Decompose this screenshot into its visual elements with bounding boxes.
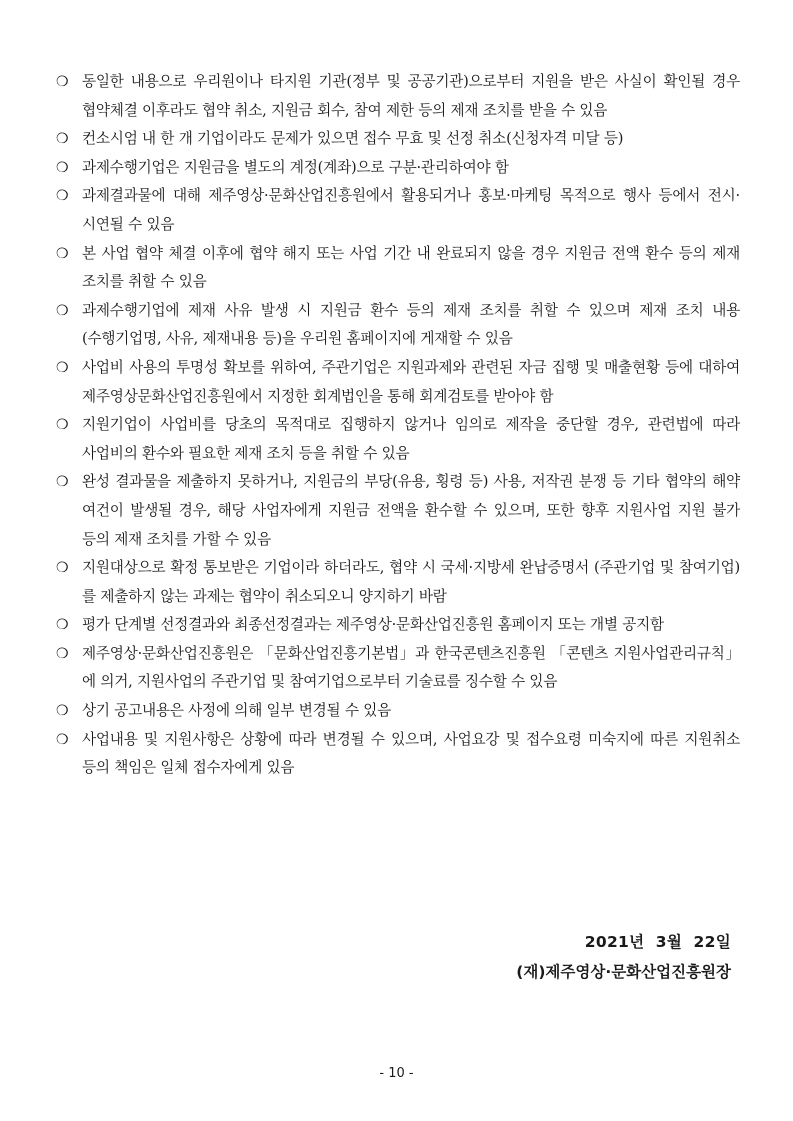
notice-item	[56, 297, 740, 354]
circle-bullet-icon: ❍	[56, 560, 69, 577]
circle-bullet-icon: ❍	[56, 417, 69, 434]
notice-text: 동일한 내용으로 우리원이나 타지원 기관(정부 및 공공기관)으로부터 지원을 받은 사실이 확인될 경우 협약체결 이후라도 협약 취소, 지원금 회수, 참여 제한 등의 제재 조치를 받을 수 있음	[82, 73, 740, 119]
notice-text: 지원대상으로 확정 통보받은 기업이라 하더라도, 협약 시 국세·지방세 완납증명서 (주관기업 및 참여기업)를 제출하지 않는 과제는 협약이 취소되오니 양지하기 바람	[82, 559, 740, 605]
notice-text: 사업내용 및 지원사항은 상황에 따라 변경될 수 있으며, 사업요강 및 접수요령 미숙지에 따른 지원취소 등의 책임은 일체 접수자에게 있음	[82, 730, 740, 777]
notice-text: 평가 단계별 선정결과와 최종선정결과는 제주영상·문화산업진흥원 홈페이지 또는 개별 공지함	[82, 616, 664, 634]
circle-bullet-icon: ❍	[56, 359, 69, 376]
notice-text: 과제결과물에 대해 제주영상·문화산업진흥원에서 활용되거나 홍보·마케팅 목적으로 행사 등에서 전시·시연될 수 있음	[82, 187, 740, 233]
circle-bullet-icon: ❍	[56, 188, 69, 205]
circle-bullet-icon: ❍	[56, 703, 69, 720]
circle-bullet-icon: ❍	[56, 131, 69, 148]
notice-text: 사업비 사용의 투명성 확보를 위하여, 주관기업은 지원과제와 관련된 자금 집행 및 매출현황 등에 대하여 제주영상문화산업진흥원에서 지정한 회계법인을 통해 회계검토를 받아야 함	[82, 358, 740, 405]
notice-item	[56, 125, 740, 154]
circle-bullet-icon: ❍	[56, 159, 69, 176]
notice-item	[56, 182, 740, 239]
notice-text: 지원기업이 사업비를 당초의 목적대로 집행하지 않거나 임의로 제작을 중단할 경우, 관련법에 따라 사업비의 환수와 필요한 제재 조치 등을 취할 수 있음	[82, 416, 740, 462]
notice-item	[56, 411, 740, 468]
notice-item	[56, 640, 740, 697]
circle-bullet-icon: ❍	[56, 731, 69, 748]
notice-item	[56, 554, 740, 611]
notice-text: 컨소시엄 내 한 개 기업이라도 문제가 있으면 접수 무효 및 선정 취소(신청자격 미달 등)	[82, 130, 624, 148]
notice-text: 과제수행기업은 지원금을 별도의 계정(계좌)으로 구분·관리하여야 함	[82, 158, 509, 176]
notice-text: 제주영상·문화산업진흥원은 「문화산업진흥기본법」과 한국콘텐츠진흥원 「콘텐츠 지원사업관리규칙」에 의거, 지원사업의 주관기업 및 참여기업으로부터 기술료를 징수할 수 있음	[82, 644, 740, 691]
notice-item	[56, 240, 740, 297]
notice-list	[56, 68, 740, 783]
circle-bullet-icon: ❍	[56, 245, 69, 262]
notice-item	[56, 154, 740, 183]
circle-bullet-icon: ❍	[56, 474, 69, 491]
notice-text: 본 사업 협약 체결 이후에 협약 해지 또는 사업 기간 내 완료되지 않을 경우 지원금 전액 환수 등의 제재 조치를 취할 수 있음	[82, 244, 740, 291]
notice-item	[56, 468, 740, 554]
notice-text: 상기 공고내용은 사정에 의해 일부 변경될 수 있음	[82, 702, 392, 720]
announcement-date: 2021년 3월 22일	[584, 933, 731, 951]
notice-text: 과제수행기업에 제재 사유 발생 시 지원금 환수 등의 제재 조치를 취할 수 있으며 제재 조치 내용(수행기업명, 사유, 제재내용 등)을 우리원 홈페이지에 게재할 수 있음	[82, 301, 740, 348]
issuer-signature: (재)제주영상·문화산업진흥원장	[516, 963, 731, 981]
page-number: - 10 -	[379, 1066, 414, 1081]
circle-bullet-icon: ❍	[56, 645, 69, 662]
notice-item	[56, 726, 740, 783]
notice-item	[56, 697, 740, 726]
notice-text: 완성 결과물을 제출하지 못하거나, 지원금의 부당(유용, 횡령 등) 사용, 저작권 분쟁 등 기타 협약의 해약 여건이 발생될 경우, 해당 사업자에게 지원금 전액을 환수할 수 있으며, 또한 향후 지원사업 지원 불가 등의 제재 조치를 가할 수 있음	[82, 473, 740, 548]
circle-bullet-icon: ❍	[56, 302, 69, 319]
circle-bullet-icon: ❍	[56, 617, 69, 634]
notice-item	[56, 68, 740, 125]
notice-item	[56, 611, 740, 640]
circle-bullet-icon: ❍	[56, 74, 69, 90]
notice-item	[56, 354, 740, 411]
